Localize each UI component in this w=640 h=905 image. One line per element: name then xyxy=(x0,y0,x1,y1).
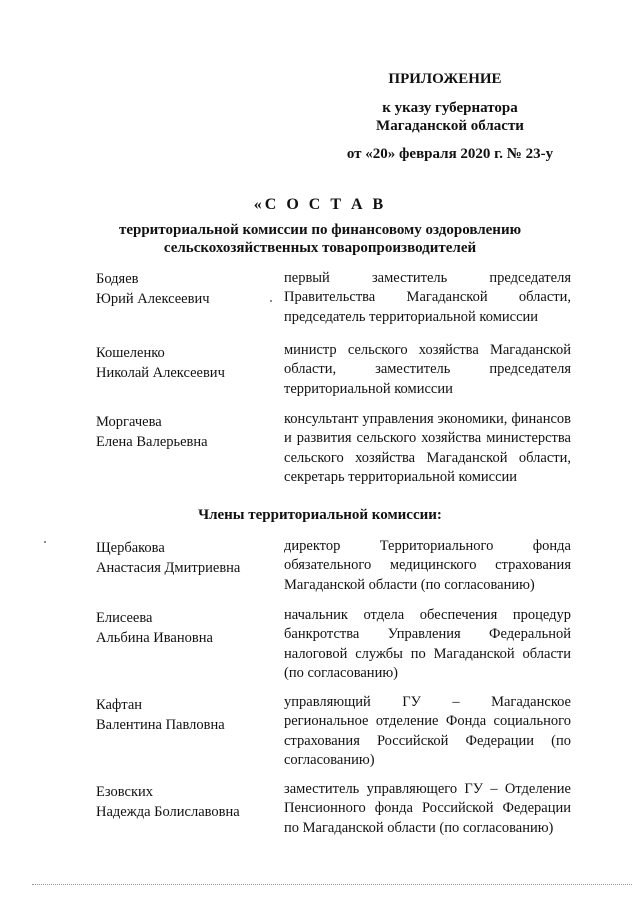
member-name xyxy=(96,608,276,648)
document-title: «С О С Т А В xyxy=(253,196,387,213)
member-name xyxy=(96,695,276,735)
member-surname: Кафтан xyxy=(96,697,143,713)
member-given-name: Николай Алексеевич xyxy=(96,365,225,381)
member-surname: Езовских xyxy=(96,784,154,800)
document-subtitle-line2: сельскохозяйственных товаропроизводителей xyxy=(163,240,477,256)
decree-date-number: от «20» февраля 2020 г. № 23-у xyxy=(346,146,554,162)
member-name xyxy=(96,343,276,383)
document-subtitle-line1: территориальной комиссии по финансовому оздоровлению xyxy=(118,222,522,238)
decree-reference-line2: Магаданской области xyxy=(376,118,524,134)
member-given-name: Надежда Болиславовна xyxy=(96,804,240,820)
scan-bottom-edge xyxy=(32,884,632,885)
member-given-name: Юрий Алексеевич xyxy=(96,291,210,307)
member-given-name: Елена Валерьевна xyxy=(96,434,208,450)
member-name xyxy=(96,538,276,578)
scan-speck xyxy=(44,541,46,543)
appendix-heading: ПРИЛОЖЕНИЕ xyxy=(388,71,502,87)
member-surname: Щербакова xyxy=(96,540,165,556)
member-surname: Елисеева xyxy=(96,610,153,626)
member-role: начальник отдела обеспечения процедур банкротства Управления Федеральной налоговой службы по Магаданской области (по согласованию) xyxy=(284,607,571,681)
member-role: управляющий ГУ – Магаданское региональное отделение Фонда социального страхования Российской Федерации (по согласованию) xyxy=(284,694,571,768)
member-surname: Бодяев xyxy=(96,271,139,287)
members-section-heading: Члены территориальной комиссии: xyxy=(198,507,442,523)
member-role: первый заместитель председателя Правительства Магаданской области, председатель территориальной комиссии xyxy=(284,270,571,325)
member-surname: Моргачева xyxy=(96,414,162,430)
member-role: консультант управления экономики, финансов и развития сельского хозяйства министерства сельского хозяйства Магаданской области, секретарь территориальной комиссии xyxy=(284,411,571,485)
member-surname: Кошеленко xyxy=(96,345,165,361)
member-given-name: Альбина Ивановна xyxy=(96,630,213,646)
member-given-name: Анастасия Дмитриевна xyxy=(96,560,241,576)
member-name xyxy=(96,269,276,309)
member-role: директор Территориального фонда обязательного медицинского страхования Магаданской области (по согласованию) xyxy=(284,538,571,593)
decree-reference-line1: к указу губернатора xyxy=(382,100,518,116)
member-role: заместитель управляющего ГУ – Отделение Пенсионного фонда Российской Федерации по Магаданской области (по согласованию) xyxy=(284,781,571,836)
member-given-name: Валентина Павловна xyxy=(96,717,225,733)
member-name xyxy=(96,782,276,822)
scan-speck xyxy=(270,300,272,302)
member-role: министр сельского хозяйства Магаданской области, заместитель председателя территориальной комиссии xyxy=(284,342,571,397)
member-name xyxy=(96,412,276,452)
